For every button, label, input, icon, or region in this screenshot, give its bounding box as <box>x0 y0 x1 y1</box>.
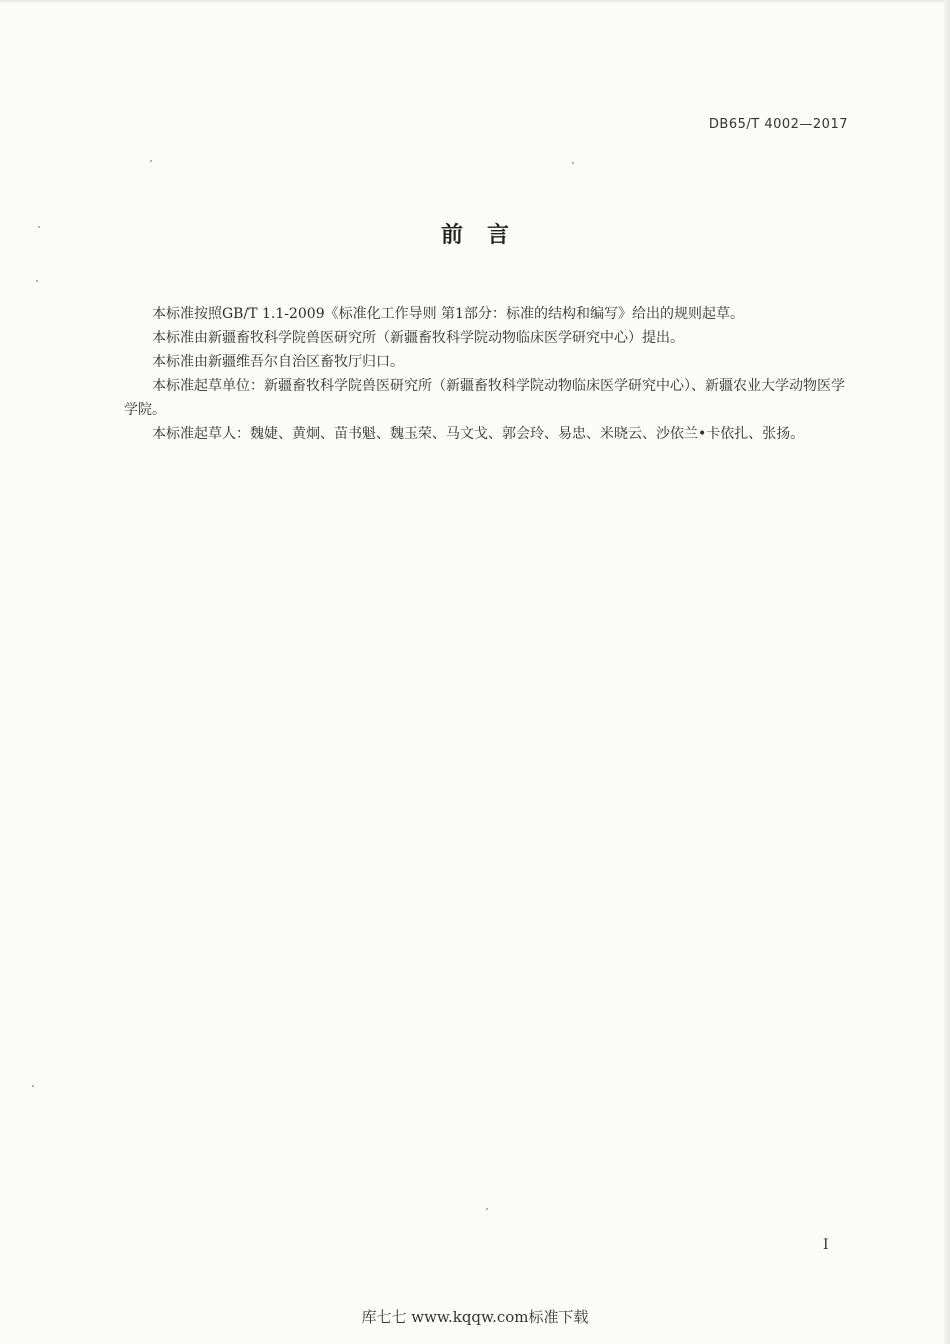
scan-speck <box>150 160 152 162</box>
scan-edge-right <box>944 0 950 1344</box>
paragraph-drafting-rules: 本标准按照GB/T 1.1-2009《标准化工作导则 第1部分：标准的结构和编写》给出的规则起草。 <box>152 306 744 322</box>
watermark-text: 库七七 www.kqqw.com标准下载 <box>361 1308 589 1326</box>
paragraph-proposer: 本标准由新疆畜牧科学院兽医研究所（新疆畜牧科学院动物临床医学研究中心）提出。 <box>152 330 684 346</box>
body-text <box>124 302 850 446</box>
paragraph-drafters: 本标准起草人：魏婕、黄炯、苗书魁、魏玉荣、马文戈、郭会玲、易忠、米晓云、沙依兰•卡依扎、张扬。 <box>152 426 805 442</box>
paragraph-drafting-units: 本标准起草单位：新疆畜牧科学院兽医研究所（新疆畜牧科学院动物临床医学研究中心）、新疆农业大学动物医学学院。 <box>124 378 845 418</box>
scan-speck <box>36 280 38 282</box>
paragraph-centralized-by: 本标准由新疆维吾尔自治区畜牧厅归口。 <box>152 354 404 370</box>
scan-speck <box>572 162 574 164</box>
page-number: I <box>823 1237 829 1253</box>
scan-speck <box>486 1208 488 1210</box>
document-id: DB65/T 4002—2017 <box>708 117 848 132</box>
scan-speck <box>32 1085 34 1087</box>
scan-edge-top <box>0 0 950 4</box>
page-title: 前言 <box>440 223 533 248</box>
